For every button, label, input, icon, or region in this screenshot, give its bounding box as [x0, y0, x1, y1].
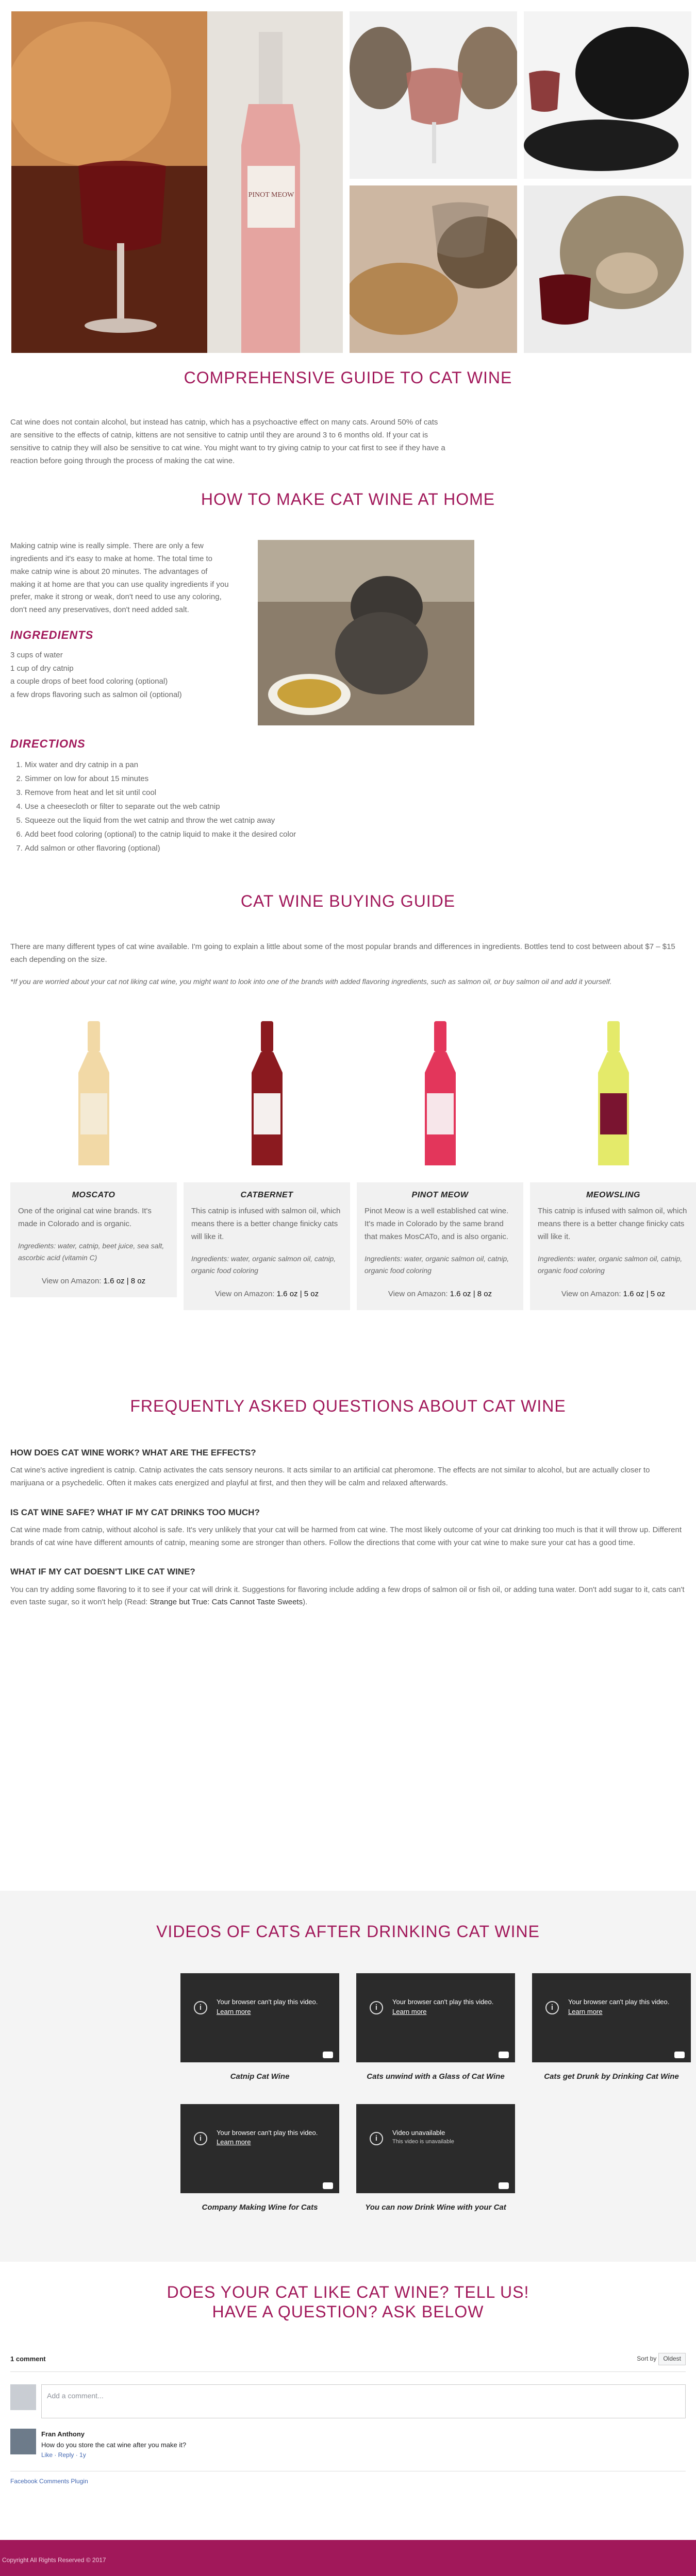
product-description: One of the original cat wine brands. It's made in Colorado and is organic.: [18, 1207, 152, 1229]
comments-title: [10, 2282, 686, 2322]
faq-question: IS CAT WINE SAFE? WHAT IF MY CAT DRINKS TOO MUCH?: [10, 1507, 260, 1517]
youtube-icon[interactable]: [323, 2182, 333, 2189]
comment-text: How do you store the cat wine after you make it?: [41, 2441, 187, 2449]
hero-image-wine-glass-bottle: [11, 11, 343, 353]
faq-link-cats-sweets[interactable]: Strange but True: Cats Cannot Taste Sweets: [150, 1598, 303, 1607]
direction-item: 1. Mix water and dry catnip in a pan: [25, 758, 686, 772]
video-caption: Catnip Cat Wine: [230, 2072, 290, 2081]
product-card: [184, 1008, 350, 1310]
howto-cat-photo: [258, 540, 474, 725]
faq-title: FREQUENTLY ASKED QUESTIONS ABOUT CAT WINE: [130, 1397, 566, 1415]
sort-select[interactable]: Oldest: [658, 2353, 686, 2365]
video-player[interactable]: [356, 1973, 515, 2062]
direction-item: 3. Remove from heat and let sit until cool: [25, 786, 686, 800]
comment-input[interactable]: Add a comment...: [41, 2384, 686, 2418]
video-submessage: This video is unavailable: [392, 2139, 454, 2145]
hero-image-black-cat-glasses: [524, 11, 691, 179]
info-icon: i: [545, 2001, 559, 2014]
video-card: [356, 2104, 515, 2214]
product-amazon-links: [364, 1288, 516, 1301]
howto-title: HOW TO MAKE CAT WINE AT HOME: [201, 490, 495, 509]
comments-title-line2: HAVE A QUESTION? ASK BELOW: [212, 2302, 484, 2321]
buying-title: CAT WINE BUYING GUIDE: [240, 892, 456, 910]
video-player[interactable]: [532, 1973, 691, 2062]
directions-title: DIRECTIONS: [10, 737, 86, 751]
comments-bar: [10, 2353, 686, 2372]
product-info-box: [10, 1182, 177, 1297]
youtube-icon[interactable]: [499, 2182, 509, 2189]
product-card: [530, 1008, 696, 1310]
comment-actions[interactable]: Like · Reply · 1y: [41, 2451, 86, 2459]
hero-image-cat-red-wine: [524, 185, 691, 353]
product-ingredients: Ingredients: water, organic salmon oil, catnip, organic food coloring: [538, 1254, 683, 1275]
intro-section: [0, 350, 696, 489]
video-message: Your browser can't play this video.: [568, 1998, 670, 2006]
learn-more-link[interactable]: Learn more: [217, 2138, 251, 2146]
video-caption: Cats unwind with a Glass of Cat Wine: [367, 2072, 505, 2081]
video-message: Video unavailable: [392, 2129, 445, 2137]
product-bottle-image: [10, 1008, 177, 1178]
howto-text: Making catnip wine is really simple. There are only a few ingredients and it's easy to make at home. The total time to make catnip wine is about 20 minutes. The advantages of making it at home are that you can use quality ingredients if you prefer, make it strong or weak, don't need to use any coloring, don't need any preservatives, don't need added salt.: [10, 541, 229, 615]
video-grid: [0, 1973, 696, 2214]
ingredient-item: a few drops flavoring such as salmon oil (optional): [10, 690, 182, 699]
info-icon: i: [194, 2001, 207, 2014]
product-card: [357, 1008, 523, 1310]
comment-count: 1 comment: [10, 2354, 46, 2363]
video-caption: Cats get Drunk by Drinking Cat Wine: [544, 2072, 679, 2081]
hero-image-tabby-cats-glass: [350, 185, 517, 353]
product-name: PINOT MEOW: [411, 1190, 469, 1199]
amazon-size-links[interactable]: 1.6 oz | 8 oz: [103, 1277, 146, 1286]
hero-gallery: [0, 0, 696, 350]
video-card: [356, 1973, 515, 2083]
comment-author[interactable]: Fran Anthony: [41, 2430, 85, 2438]
product-amazon-links: [18, 1275, 169, 1288]
amazon-label: View on Amazon:: [41, 1277, 102, 1286]
videos-title: VIDEOS OF CATS AFTER DRINKING CAT WINE: [156, 1922, 540, 1941]
avatar: [10, 2384, 36, 2410]
direction-item: 6. Add beet food coloring (optional) to the catnip liquid to make it the desired color: [25, 827, 686, 841]
youtube-icon[interactable]: [499, 2052, 509, 2058]
faq-answer: Cat wine's active ingredient is catnip. Catnip activates the cats sensory neurons. It acts similar to an artificial cat pheromone. The effects are not similar to alcohol, but are actually closer to marijuana or a psychedelic. Often it makes cats energized and playful at first, and then they will be calm and relaxed afterwards.: [10, 1466, 650, 1488]
info-icon: i: [370, 2001, 383, 2014]
comments-section: [0, 2262, 696, 2540]
info-icon: i: [370, 2132, 383, 2145]
learn-more-link[interactable]: Learn more: [392, 2007, 427, 2015]
product-info-box: [530, 1182, 696, 1310]
product-bottle-image: [530, 1008, 696, 1178]
product-bottle-image: [357, 1008, 523, 1178]
product-info-box: [184, 1182, 350, 1310]
learn-more-link[interactable]: Learn more: [568, 2007, 603, 2015]
video-card: [180, 2104, 339, 2214]
product-bottle-image: [184, 1008, 350, 1178]
product-name: MOSCATO: [72, 1190, 115, 1199]
ingredient-item: 3 cups of water: [10, 651, 63, 660]
product-ingredients: Ingredients: water, organic salmon oil, catnip, organic food coloring: [364, 1254, 509, 1275]
ingredients-title: INGREDIENTS: [10, 628, 94, 641]
footer-copyright: Copyright All Rights Reserved © 2017: [2, 2556, 106, 2564]
faq-question: WHAT IF MY CAT DOESN'T LIKE CAT WINE?: [10, 1567, 195, 1577]
howto-section: [0, 489, 696, 881]
comments-title-line1: DOES YOUR CAT LIKE CAT WINE? TELL US!: [167, 2283, 529, 2301]
video-player[interactable]: [180, 1973, 339, 2062]
faq-answer-text: You can try adding some flavoring to it to see if your cat will drink it. Suggestions for flavoring include adding a few drops of salmon oil or fish oil, or adding tuna water. Don't add sugar to it, cats can't even taste sugar, so it won't help (Read:: [10, 1585, 685, 1607]
ingredients-list: [10, 649, 232, 701]
video-message: Your browser can't play this video.: [217, 2129, 318, 2137]
direction-item: 7. Add salmon or other flavoring (optional): [25, 841, 686, 855]
product-description: Pinot Meow is a well established cat wine. It's made in Colorado by the same brand that makes MosCATo, and is also organic.: [364, 1207, 509, 1241]
directions-list: [25, 758, 686, 855]
faq-answer: Cat wine made from catnip, without alcohol is safe. It's very unlikely that your cat will be harmed from cat wine. The most likely outcome of your cat drinking too much is that it will throw up. Different brands of cat wine have different amounts of catnip, meaning some are stronger than others. Follow the directions that come with your cat wine to make sure your cat has a good time.: [10, 1525, 682, 1547]
direction-item: 5. Squeeze out the liquid from the wet catnip and throw the wet catnip away: [25, 814, 686, 827]
direction-item: 2. Simmer on low for about 15 minutes: [25, 772, 686, 786]
product-description: This catnip is infused with salmon oil, which means there is a better change finicky cats will like it.: [538, 1207, 687, 1241]
video-player[interactable]: [180, 2104, 339, 2193]
ingredient-item: a couple drops of beet food coloring (optional): [10, 677, 168, 686]
amazon-label: View on Amazon:: [214, 1289, 275, 1298]
comment-compose: [10, 2384, 686, 2418]
video-card: [180, 1973, 339, 2083]
buying-note: *If you are worried about your cat not liking cat wine, you might want to look into one of the brands with added flavoring ingredients, such as salmon oil, or buy salmon oil and add it yourself.: [10, 977, 612, 986]
footer: [0, 2540, 696, 2576]
direction-item: 4. Use a cheesecloth or filter to separate out the web catnip: [25, 800, 686, 814]
faq-section: [0, 1396, 696, 1891]
avatar: [10, 2429, 36, 2454]
info-icon: i: [194, 2132, 207, 2145]
amazon-size-links[interactable]: 1.6 oz | 5 oz: [276, 1289, 319, 1298]
videos-section: [0, 1891, 696, 2262]
product-amazon-links: [191, 1288, 342, 1301]
buying-guide-section: [0, 881, 696, 1396]
amazon-size-links[interactable]: 1.6 oz | 5 oz: [623, 1289, 666, 1298]
ingredient-item: 1 cup of dry catnip: [10, 664, 74, 673]
buying-lead: There are many different types of cat wine available. I'm going to explain a little about some of the most popular brands and differences in ingredients. Bottles tend to cost between about $7 – $15 each depending on the size.: [10, 942, 675, 964]
product-info-box: [357, 1182, 523, 1310]
video-caption: Company Making Wine for Cats: [202, 2203, 318, 2212]
amazon-label: View on Amazon:: [561, 1289, 621, 1298]
product-ingredients: Ingredients: water, catnip, beet juice, sea salt, ascorbic acid (vitamin C): [18, 1241, 164, 1262]
faq-question: HOW DOES CAT WINE WORK? WHAT ARE THE EFFECTS?: [10, 1448, 256, 1458]
amazon-label: View on Amazon:: [388, 1289, 448, 1298]
learn-more-link[interactable]: Learn more: [217, 2007, 251, 2015]
faq-answer: [10, 1584, 686, 1609]
comment-sort: [637, 2353, 686, 2365]
youtube-icon[interactable]: [674, 2052, 685, 2058]
facebook-comments-plugin-link[interactable]: Facebook Comments Plugin: [10, 2471, 686, 2487]
product-grid: [10, 1008, 686, 1310]
product-description: This catnip is infused with salmon oil, which means there is a better change finicky cats will like it.: [191, 1207, 341, 1241]
comment-item: [10, 2429, 686, 2461]
video-message: Your browser can't play this video.: [392, 1998, 494, 2006]
youtube-icon[interactable]: [323, 2052, 333, 2058]
hero-image-cats-wine-glass: [350, 11, 517, 179]
faq-answer-tail: ).: [303, 1598, 308, 1607]
video-message: Your browser can't play this video.: [217, 1998, 318, 2006]
product-amazon-links: [538, 1288, 689, 1301]
video-player[interactable]: [356, 2104, 515, 2193]
video-caption: You can now Drink Wine with your Cat: [365, 2203, 506, 2212]
intro-title: COMPREHENSIVE GUIDE TO CAT WINE: [184, 368, 512, 387]
video-card: [532, 1973, 691, 2083]
product-ingredients: Ingredients: water, organic salmon oil, catnip, organic food coloring: [191, 1254, 336, 1275]
intro-text: Cat wine does not contain alcohol, but instead has catnip, which has a psychoactive effect on many cats. Around 50% of cats are sensitive to the effects of catnip, kittens are not sensitive to catnip until they are around 3 to 6 months old. If your cat is sensitive to catnip they will also be sensitive to cat wine. You might want to try giving catnip to your cat first to see if they have a reaction before going through the process of making the cat wine.: [10, 418, 445, 465]
product-name: MEOWSLING: [586, 1190, 640, 1199]
sort-label: Sort by: [637, 2354, 657, 2362]
svg-text:PINOT MEOW: PINOT MEOW: [248, 191, 294, 199]
product-name: CATBERNET: [240, 1190, 293, 1199]
product-card: [10, 1008, 177, 1310]
amazon-size-links[interactable]: 1.6 oz | 8 oz: [450, 1289, 492, 1298]
